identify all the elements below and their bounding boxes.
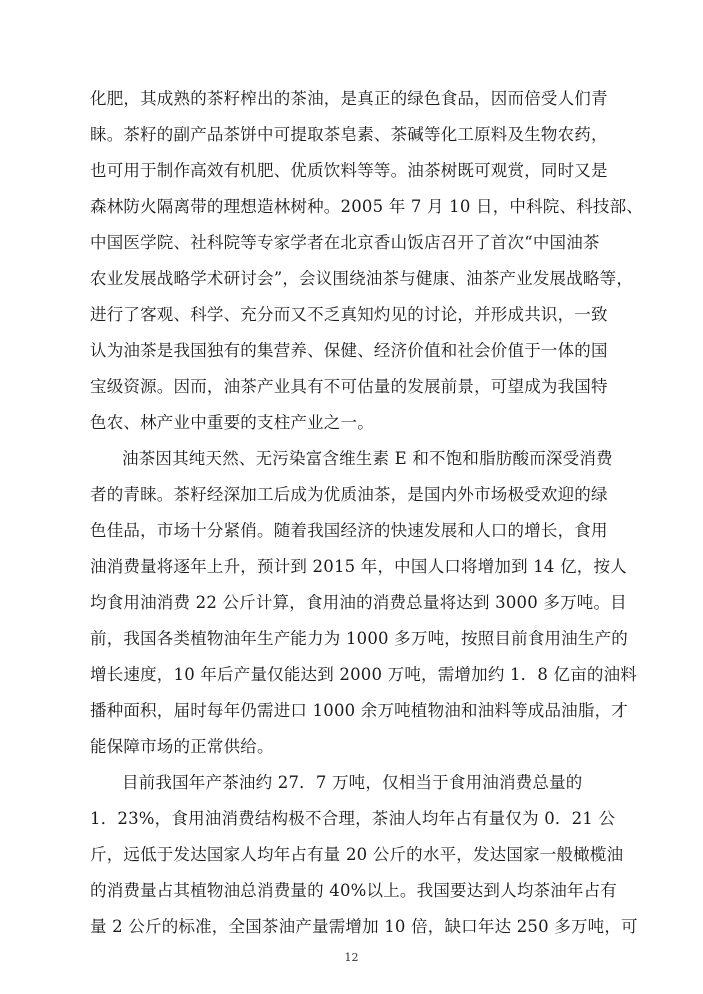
text-line: 农业发展战略学术研讨会”，会议围绕油茶与健康、油茶产业发展战略等， bbox=[90, 269, 634, 288]
text-line: 增长速度，10 年后产量仅能达到 2000 万吨，需增加约 1．8 亿亩的油料 bbox=[90, 665, 638, 684]
text-line: 均食用油消费 22 公斤计算，食用油的消费总量将达到 3000 多万吨。目 bbox=[90, 593, 627, 612]
text-line: 油消费量将逐年上升，预计到 2015 年，中国人口将增加到 14 亿，按人 bbox=[90, 557, 627, 576]
text-line: 的消费量占其植物油总消费量的 40%以上。我国要达到人均茶油年占有 bbox=[90, 881, 618, 900]
page-number: 12 bbox=[344, 951, 359, 964]
text-line: 播种面积，届时每年仍需进口 1000 余万吨植物油和油料等成品油脂，才 bbox=[90, 701, 628, 720]
text-line: 前，我国各类植物油年生产能力为 1000 多万吨，按照目前食用油生产的 bbox=[90, 629, 628, 648]
text-line: 森林防火隔离带的理想造林树种。2005 年 7 月 10 日，中科院、科技部、 bbox=[90, 197, 644, 216]
text-line: 认为油茶是我国独有的集营养、保健、经济价值和社会价值于一体的国 bbox=[90, 341, 608, 360]
text-line: 能保障市场的正常供给。 bbox=[90, 737, 274, 756]
text-line: 者的青睐。茶籽经深加工后成为优质油茶，是国内外市场极受欢迎的绿 bbox=[90, 485, 608, 504]
text-line: 色佳品，市场十分紧俏。随着我国经济的快速发展和人口的增长，食用 bbox=[90, 521, 608, 540]
text-line: 色农、林产业中重要的支柱产业之一。 bbox=[90, 413, 374, 432]
text-line: 斤，远低于发达国家人均年占有量 20 公斤的水平，发达国家一般橄榄油 bbox=[90, 845, 624, 864]
paragraph-first-line: 油茶因其纯天然、无污染富含维生素 E 和不饱和脂肪酸而深受消费 bbox=[122, 449, 613, 468]
text-line: 也可用于制作高效有机肥、优质饮料等等。油茶树既可观赏，同时又是 bbox=[90, 161, 608, 180]
text-line: 进行了客观、科学、充分而又不乏真知灼见的讨论，并形成共识，一致 bbox=[90, 305, 608, 324]
text-line: 睐。茶籽的副产品茶饼中可提取茶皂素、茶碱等化工原料及生物农药， bbox=[90, 125, 608, 144]
text-line: 中国医学院、社科院等专家学者在北京香山饭店召开了首次“中国油茶 bbox=[90, 233, 600, 252]
text-line: 1．23%，食用油消费结构极不合理，茶油人均年占有量仅为 0．21 公 bbox=[90, 809, 616, 828]
text-line: 宝级资源。因而，油茶产业具有不可估量的发展前景，可望成为我国特 bbox=[90, 377, 608, 396]
text-line: 量 2 公斤的标准，全国茶油产量需增加 10 倍，缺口年达 250 多万吨，可 bbox=[90, 917, 638, 936]
paragraph-first-line: 目前我国年产茶油约 27．7 万吨，仅相当于食用油消费总量的 bbox=[122, 773, 583, 792]
text-line: 化肥，其成熟的茶籽榨出的茶油，是真正的绿色食品，因而倍受人们青 bbox=[90, 89, 608, 108]
